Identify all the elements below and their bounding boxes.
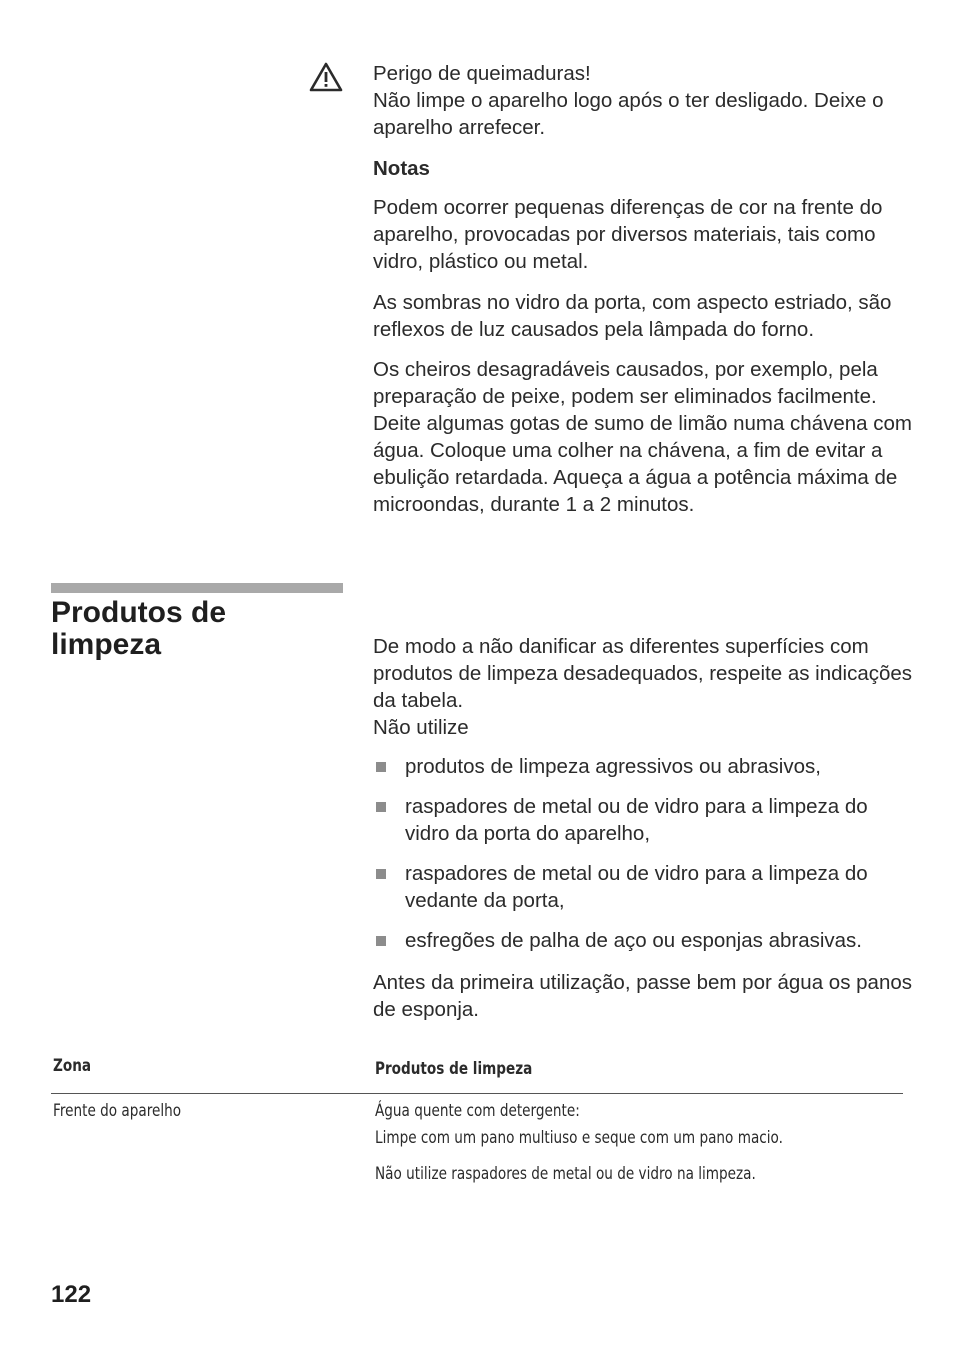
square-bullet-icon [376, 936, 386, 946]
table-cell-zone: Frente do aparelho [53, 1101, 182, 1121]
notes-paragraph: Podem ocorrer pequenas diferenças de cor na frente do aparelho, provocadas por diversos materiais, tais como vidro, plástico ou metal. [373, 196, 883, 273]
do-not-use-list [373, 753, 913, 967]
list-item-text: esfregões de palha de aço ou esponjas abrasivas. [405, 929, 863, 952]
list-item-text: raspadores de metal ou de vidro para a limpeza do vidro da porta do aparelho, [405, 795, 868, 845]
section-divider-bar [51, 583, 343, 593]
warning-triangle-icon [308, 61, 344, 93]
list-item [373, 753, 913, 780]
list-item [373, 793, 913, 847]
list-item-text: produtos de limpeza agressivos ou abrasivos, [405, 755, 821, 778]
section-title-line: Produtos de [51, 596, 227, 629]
list-item [373, 860, 913, 914]
table-header-zone: Zona [53, 1056, 92, 1076]
square-bullet-icon [376, 869, 386, 879]
section-title-line: limpeza [51, 628, 162, 661]
list-item-text: raspadores de metal ou de vidro para a limpeza do vedante da porta, [405, 862, 868, 912]
page-number: 122 [51, 1281, 92, 1308]
table-cell-product-line: Não utilize raspadores de metal ou de vidro na limpeza. [375, 1164, 756, 1184]
notes-paragraph: As sombras no vidro da porta, com aspecto estriado, são reflexos de luz causados pela lâmpada do forno. [373, 291, 892, 341]
closing-paragraph: Antes da primeira utilização, passe bem por água os panos de esponja. [373, 971, 913, 1021]
warning-title: Perigo de queimaduras! [373, 62, 591, 85]
square-bullet-icon [376, 762, 386, 772]
warning-text-block [373, 60, 913, 141]
do-not-use-label: Não utilize [373, 716, 469, 739]
section-title [51, 597, 226, 661]
table-cell-product-line: Limpe com um pano multiuso e seque com um pano macio. [375, 1128, 783, 1148]
intro-text: De modo a não danificar as diferentes superfícies com produtos de limpeza desadequados, respeite as indicações da tabela. [373, 635, 913, 712]
square-bullet-icon [376, 802, 386, 812]
notes-paragraph: Os cheiros desagradáveis causados, por exemplo, pela preparação de peixe, podem ser eliminados facilmente. Deite algumas gotas de sumo de limão numa chávena com água. Coloque uma colher na chávena, a fim de evitar a ebulição retardada. Aqueça a água a potência máxima de microondas, durante 1 a 2 minutos. [373, 358, 912, 516]
list-item [373, 927, 913, 954]
table-cell-product-line: Água quente com detergente: [375, 1101, 580, 1121]
table-header-rule [51, 1093, 903, 1094]
table-header-products: Produtos de limpeza [375, 1059, 533, 1079]
notes-heading: Notas [373, 157, 430, 180]
section-intro [373, 633, 913, 741]
warning-text: Não limpe o aparelho logo após o ter desligado. Deixe o aparelho arrefecer. [373, 89, 884, 139]
